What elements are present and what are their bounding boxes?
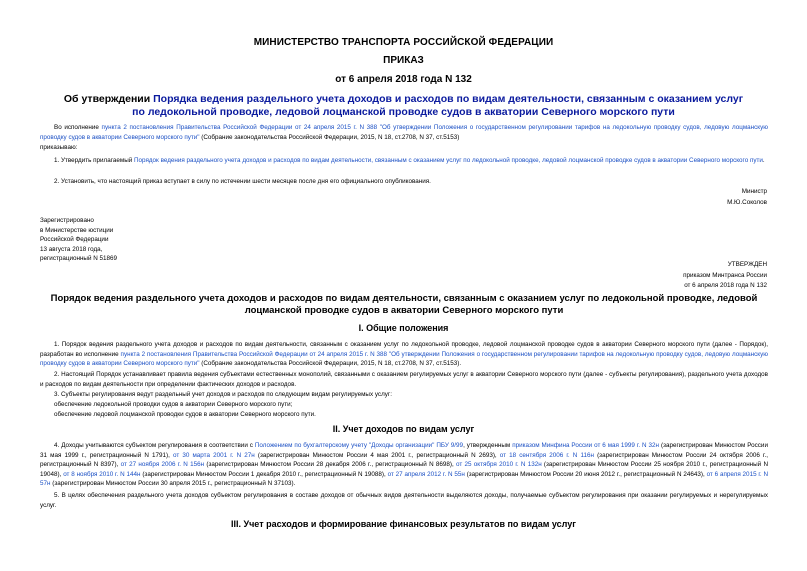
section-1-heading: I. Общие положения	[358, 323, 449, 333]
title-prefix: Об утверждении	[63, 93, 154, 105]
registration-line: 13 августа 2018 года,	[40, 245, 103, 253]
approval-approved: УТВЕРЖДЕН	[727, 261, 767, 268]
ministry-name: МИНИСТЕРСТВО ТРАНСПОРТА РОССИЙСКОЙ ФЕДЕРАЦИИ	[253, 37, 554, 48]
approval-date: от 6 апреля 2018 года N 132	[684, 282, 767, 289]
s1p1-link[interactable]: пункта 2 постановления Правительства Российской Федерации от 24 апреля 2015 г. N 388 "Об утверждении Положения о государственном регулировании тарифов на ледокольную проводку судов, ледовую лоцманскую проводку судов в акватории Северного морского пути"	[40, 350, 769, 367]
s1p1-text-a: 1. Порядок ведения раздельного учета доходов и расходов по видам деятельности, связанным с оказанием услуг по ледокольной проводке, ледовой лоцманской проводке судов в акватории Северного морского пути (далее - Порядок), разработан во исполнение	[40, 341, 768, 358]
s2p4-link[interactable]: от 27 апреля 2012 г. N 55н	[387, 470, 465, 478]
section-1-paragraph-1	[40, 340, 768, 369]
s2p4-text: , утвержденным	[463, 442, 513, 449]
order-item-1	[40, 156, 768, 166]
procedure-title: Порядок ведения раздельного учета доходов и расходов по видам деятельности, связанным с оказанием услуг по ледокольной проводке, ледовой лоцманской проводке судов в акватории Северного морского пути	[50, 293, 758, 316]
section-2-paragraph-5: 5. В целях обеспечения раздельного учета доходов субъектом регулирования в составе доходов от обычных видов деятельности выделяются доходы, получаемые субъектом регулирования при оказании регулируемых и нерегулируемых услуг.	[40, 492, 768, 509]
section-1-paragraph-3a: обеспечение ледокольной проводки судов в акватории Северного морского пути;	[54, 401, 293, 408]
s2p4-link[interactable]: приказом Минфина России от 6 мая 1999 г. N 32н	[512, 442, 660, 449]
item1-link[interactable]: Порядок ведения раздельного учета доходов и расходов по видам деятельности, связанным с оказанием услуг по ледокольной проводке, ледовой лоцманской проводке судов в акватории Северного морского пути	[134, 157, 763, 164]
s2p4-link[interactable]: от 25 октября 2010 г. N 132н	[456, 461, 542, 468]
preamble-text-1: Во исполнение	[54, 124, 102, 131]
preamble-link[interactable]: пункта 2 постановления Правительства Российской Федерации от 24 апреля 2015 г. N 388 "Об утверждении Положения о государственном регулировании тарифов на ледокольную проводку судов, ледовую лоцманскую проводку судов в акватории Северного морского пути"	[40, 124, 768, 141]
document-date: от 6 апреля 2018 года N 132	[335, 74, 472, 85]
s2p4-link[interactable]: от 8 ноября 2010 г. N 144н	[63, 470, 141, 478]
document-title	[60, 93, 747, 119]
section-3-heading: III. Учет расходов и формирование финансовых результатов по видам услуг	[230, 519, 577, 529]
section-1-paragraph-3b: обеспечение ледовой лоцманской проводки судов в акватории Северного морского пути.	[54, 411, 316, 418]
preamble-text-2: (Собрание законодательства Российской Федерации, 2015, N 18, ст.2708, N 37, ст.5153)	[199, 133, 460, 141]
order-word: приказываю:	[40, 144, 78, 151]
s2p4-link[interactable]: от 30 марта 2001 г. N 27н	[172, 451, 255, 459]
section-2-paragraph-4	[40, 441, 768, 489]
s2p4-text: (зарегистрирован Минюстом России 28 декабря 2006 г., регистрационный N 8698),	[204, 461, 456, 468]
s2p4-text: (зарегистрирован Минюстом России 24 октября 2006 г., регистрационный N 8397),	[40, 451, 769, 468]
s2p4-link[interactable]: от 6 апреля 2015 г. N 57н	[40, 470, 769, 487]
section-1-paragraph-3: 3. Субъекты регулирования ведут раздельный учет доходов и расходов по следующим видам регулируемых услуг:	[54, 391, 392, 398]
registration-line: Зарегистрировано	[40, 217, 94, 224]
s1p1-text-b: (Собрание законодательства Российской Федерации, 2015, N 18, ст.2708, N 37, ст.5153).	[199, 360, 462, 367]
item1-text-a: 1. Утвердить прилагаемый	[54, 157, 135, 164]
preamble-paragraph	[40, 123, 768, 142]
item1-text-b: .	[762, 157, 765, 164]
registration-line: Российской Федерации	[40, 236, 109, 243]
s2p4-text: (зарегистрирован Минюстом России 20 июня 2012 г., регистрационный N 24643),	[464, 470, 707, 478]
section-2-heading: II. Учет доходов по видам услуг	[332, 424, 475, 434]
s2p4-text: (зарегистрирован Минюстом России 31 мая 1999 г., регистрационный N 1791),	[40, 442, 768, 459]
signature-position: Министр	[741, 188, 767, 195]
s2p4-link[interactable]: от 27 ноября 2006 г. N 156н	[120, 461, 205, 468]
title-link[interactable]: Порядка ведения раздельного учета доходов и расходов по видам деятельности, связанным с оказанием услуг по ледокольной проводке, ледовой лоцманской проводке судов в акватории Северного морского пути	[132, 93, 744, 118]
s2p4-link[interactable]: Положением по бухгалтерскому учету "Доходы организации" ПБУ 9/99	[254, 442, 464, 449]
registration-line: регистрационный N 51869	[40, 255, 118, 262]
section-1-paragraph-2: 2. Настоящий Порядок устанавливает правила ведения субъектами естественных монополий, связанными с оказанием регулируемых услуг в акватории Северного морского пути (далее - субъекты регулирования), раздельного учета доходов и расходов по видам деятельности при определении фактических доходов и расходов.	[40, 371, 768, 388]
s2p4-text: 4. Доходы учитываются субъектом регулирования в соответствии с	[54, 442, 255, 449]
s2p4-text: (зарегистрирован Минюстом России 4 мая 2001 г., регистрационный N 2693),	[254, 451, 500, 459]
signature-name: М.Ю.Соколов	[727, 199, 767, 206]
registration-block	[40, 216, 117, 264]
approval-by: приказом Минтранса России	[683, 271, 767, 279]
order-item-2: 2. Установить, что настоящий приказ вступает в силу по истечении шести месяцев после дня его официального опубликования.	[54, 178, 431, 185]
s2p4-text: (зарегистрирован Минюстом России 1 декабря 2010 г., регистрационный N 19088),	[140, 470, 388, 478]
s2p4-text: (зарегистрирован Минюстом России 25 ноября 2010 г., регистрационный N 19048),	[40, 461, 769, 478]
approval-stamp	[683, 260, 767, 291]
document-type: ПРИКАЗ	[383, 55, 424, 66]
registration-line: в Министерстве юстиции	[40, 226, 114, 234]
s2p4-link[interactable]: от 18 сентября 2006 г. N 116н	[499, 451, 594, 459]
s2p4-text: (зарегистрирован Минюстом России 30 апреля 2015 г., регистрационный N 37103).	[50, 480, 296, 487]
